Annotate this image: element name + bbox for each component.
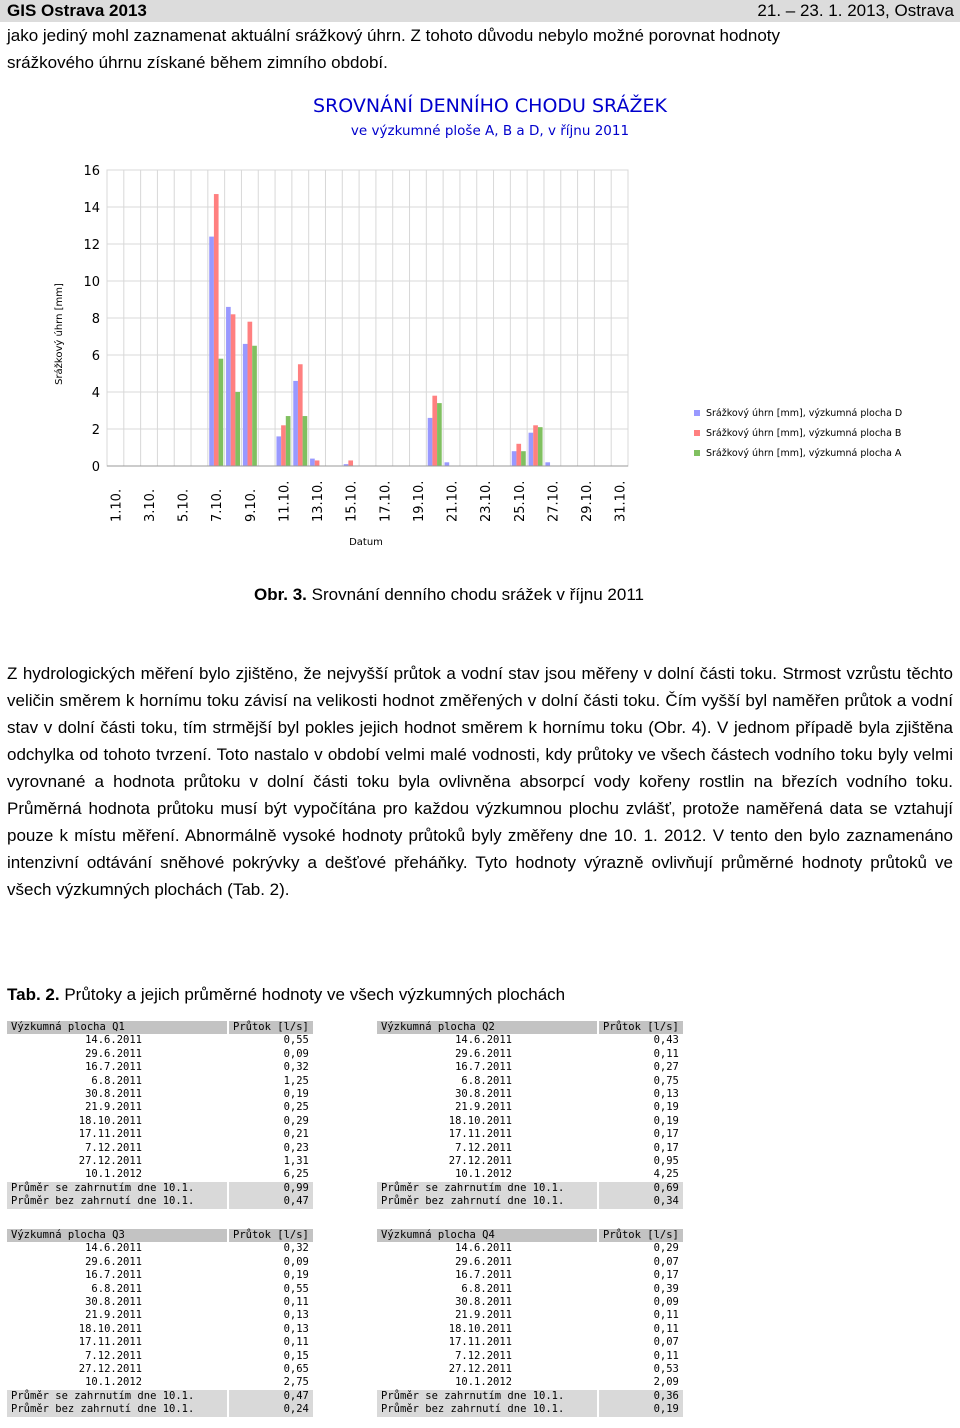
table-cell: 30.8.2011 — [377, 1296, 597, 1309]
y-tick-label: 12 — [83, 238, 100, 253]
table-avg-row — [377, 1403, 683, 1416]
table-row — [377, 1242, 683, 1255]
bar — [445, 462, 450, 466]
table-cell: Průtok [l/s] — [599, 1021, 683, 1034]
bar — [512, 451, 517, 466]
table-cell: 6.8.2011 — [7, 1283, 227, 1296]
table-cell: 2,75 — [229, 1376, 313, 1389]
table-cell: Průměr se zahrnutím dne 10.1. — [377, 1390, 597, 1403]
table-cell: 18.10.2011 — [377, 1115, 597, 1128]
bar — [428, 418, 433, 466]
table-cell: 7.12.2011 — [377, 1350, 597, 1363]
table-cell: 14.6.2011 — [7, 1242, 227, 1255]
flow-table-3 — [7, 1229, 313, 1417]
table-row — [377, 1034, 683, 1047]
table-cell: 0,09 — [229, 1256, 313, 1269]
table-cell: 0,11 — [599, 1309, 683, 1322]
table-row — [7, 1155, 313, 1168]
table-row — [377, 1309, 683, 1322]
table-cell: Průměr bez zahrnutí dne 10.1. — [377, 1195, 597, 1208]
table-row — [377, 1101, 683, 1114]
y-tick-label: 0 — [91, 460, 100, 475]
table-cell: Výzkumná plocha Q2 — [377, 1021, 597, 1034]
table-cell: 10.1.2012 — [7, 1376, 227, 1389]
table-row — [7, 1323, 313, 1336]
table-cell: 16.7.2011 — [7, 1061, 227, 1074]
body-paragraph: Z hydrologických měření bylo zjištěno, že nejvyšší průtok a vodní stav jsou měřeny v dolní části toku. Strmost vzrůstu těchto veličin směrem k hornímu toku závisí na velikosti hodnot změřených v dolní části toku. Čím vyšší byl naměřen průtok a vodní stav v dolní části toku, tím strmější byl pokles jejich hodnot směrem k hornímu toku (Obr. 4). V jednom případě byla zjištěna odchylka od tohoto tvrzení. Toto nastalo v období velmi malé vodnosti, kdy průtoky ve všech částech vodního toku byly velmi vyrovnané a hodnota průtoku v dolní části toku byla ovlivněna absorpcí vody kořeny rostlin na březích vodního toku. Průměrná hodnota průtoku musí být vypočítána pro každou výzkumnou plochu zvlášť, protože naměřená data se vztahují pouze k místu měření. Abnormálně vysoké hodnoty průtoků byly změřeny dne 10. 1. 2012. V tento den bylo zaznamenáno intenzivní odtávání sněhové pokrývky a dešťové přeháňky. Tyto hodnoty výrazně ovlivňují průměrné hodnoty průtoků ve všech výzkumných plochách (Tab. 2). — [7, 664, 953, 899]
table-row — [7, 1115, 313, 1128]
bar — [310, 459, 315, 466]
bar — [276, 436, 281, 466]
table-cell: Průměr se zahrnutím dne 10.1. — [377, 1182, 597, 1195]
table-caption-label: Tab. 2. — [7, 985, 60, 1004]
flow-table-4 — [377, 1229, 683, 1417]
table-avg-row — [7, 1182, 313, 1195]
bar — [538, 427, 543, 466]
bar — [298, 364, 303, 466]
table-cell: 0,36 — [599, 1390, 683, 1403]
table-cell: 18.10.2011 — [377, 1323, 597, 1336]
table-cell: 0,23 — [229, 1142, 313, 1155]
table-cell: 14.6.2011 — [377, 1034, 597, 1047]
bar — [214, 194, 219, 466]
chart-subtitle: ve výzkumné ploše A, B a D, v říjnu 2011 — [350, 123, 630, 139]
figure-caption-text: Srovnání denního chodu srážek v říjnu 2011 — [306, 585, 644, 604]
table-cell: 0,29 — [599, 1242, 683, 1255]
table-cell: 17.11.2011 — [7, 1128, 227, 1141]
table-cell: 0,09 — [229, 1048, 313, 1061]
flow-table-2 — [377, 1021, 683, 1209]
table-row — [7, 1061, 313, 1074]
table-cell: 6.8.2011 — [7, 1075, 227, 1088]
table-row — [377, 1128, 683, 1141]
table-row — [377, 1075, 683, 1088]
table-cell: 0,47 — [229, 1390, 313, 1403]
table-cell: 0,11 — [229, 1336, 313, 1349]
table-row — [377, 1296, 683, 1309]
table-cell: 0,55 — [229, 1283, 313, 1296]
table-avg-row — [7, 1390, 313, 1403]
table-cell: Průtok [l/s] — [599, 1229, 683, 1242]
table-cell: 0,07 — [599, 1256, 683, 1269]
table-cell: 0,95 — [599, 1155, 683, 1168]
table-row — [377, 1155, 683, 1168]
x-tick-label: 31.10. — [613, 480, 629, 522]
table-cell: 0,13 — [229, 1323, 313, 1336]
table-cell: 0,24 — [229, 1403, 313, 1416]
x-tick-label: 3.10. — [143, 488, 159, 522]
table-row — [7, 1242, 313, 1255]
table-cell: 0,11 — [599, 1323, 683, 1336]
bar — [437, 403, 442, 466]
table-cell: 7.12.2011 — [7, 1350, 227, 1363]
flow-table-1 — [7, 1021, 313, 1209]
table-row — [7, 1168, 313, 1181]
table-row — [377, 1269, 683, 1282]
page-header — [0, 0, 960, 22]
table-cell: 17.11.2011 — [377, 1336, 597, 1349]
bar — [521, 451, 526, 466]
table-row — [377, 1048, 683, 1061]
table-cell: 1,31 — [229, 1155, 313, 1168]
legend-label: Srážkový úhrn [mm], výzkumná plocha D — [706, 408, 903, 419]
chart-legend — [694, 408, 902, 459]
table-cell: 17.11.2011 — [377, 1128, 597, 1141]
table-cell: 16.7.2011 — [377, 1269, 597, 1282]
table-cell: 16.7.2011 — [7, 1269, 227, 1282]
table-row — [7, 1088, 313, 1101]
table-cell: Průměr bez zahrnutí dne 10.1. — [7, 1403, 227, 1416]
table-row — [7, 1376, 313, 1389]
table-cell: 0,11 — [599, 1048, 683, 1061]
table-row — [377, 1115, 683, 1128]
table-row — [377, 1088, 683, 1101]
conference-title: GIS Ostrava 2013 — [7, 1, 147, 20]
table-cell: Výzkumná plocha Q3 — [7, 1229, 227, 1242]
table-avg-row — [7, 1403, 313, 1416]
x-tick-label: 13.10. — [311, 480, 327, 522]
table-row — [7, 1269, 313, 1282]
table-row — [7, 1034, 313, 1047]
table-cell: 6.8.2011 — [377, 1283, 597, 1296]
table-avg-row — [7, 1195, 313, 1208]
table-cell: 6.8.2011 — [377, 1075, 597, 1088]
table-row — [7, 1128, 313, 1141]
x-tick-label: 29.10. — [579, 480, 595, 522]
table-cell: 17.11.2011 — [7, 1336, 227, 1349]
table-row — [7, 1363, 313, 1376]
table-cell: 0,27 — [599, 1061, 683, 1074]
table-cell: 0,19 — [229, 1088, 313, 1101]
table-cell: 29.6.2011 — [377, 1256, 597, 1269]
table-cell: 30.8.2011 — [377, 1088, 597, 1101]
bar — [293, 381, 298, 466]
intro-text — [7, 22, 953, 76]
table-cell: Průměr bez zahrnutí dne 10.1. — [7, 1195, 227, 1208]
table-cell: 0,55 — [229, 1034, 313, 1047]
bar — [303, 416, 308, 466]
legend-swatch — [694, 410, 700, 416]
bar — [348, 460, 353, 466]
table-cell: 21.9.2011 — [7, 1309, 227, 1322]
bar — [516, 444, 521, 466]
table-row — [7, 1336, 313, 1349]
table-cell: 0,09 — [599, 1296, 683, 1309]
table-cell: 0,53 — [599, 1363, 683, 1376]
bar — [219, 359, 224, 466]
table-cell: 29.6.2011 — [377, 1048, 597, 1061]
x-tick-label: 9.10. — [243, 488, 259, 522]
table-cell: 29.6.2011 — [7, 1048, 227, 1061]
intro-line-2: srážkového úhrnu získané během zimního období. — [7, 53, 388, 72]
bar — [226, 307, 231, 466]
table-row — [377, 1350, 683, 1363]
figure-caption-label: Obr. 3. — [254, 585, 307, 604]
chart-title: SROVNÁNÍ DENNÍHO CHODU SRÁŽEK — [313, 95, 667, 117]
table-cell: 0,19 — [229, 1269, 313, 1282]
table-cell: Výzkumná plocha Q1 — [7, 1021, 227, 1034]
table-cell: 18.10.2011 — [7, 1115, 227, 1128]
table-cell: Průměr bez zahrnutí dne 10.1. — [377, 1403, 597, 1416]
bar — [235, 392, 240, 466]
table-cell: 0,07 — [599, 1336, 683, 1349]
bar — [252, 346, 257, 466]
y-tick-label: 8 — [91, 312, 100, 327]
table-row — [377, 1061, 683, 1074]
table-cell: 0,11 — [599, 1350, 683, 1363]
legend-label: Srážkový úhrn [mm], výzkumná plocha B — [706, 428, 902, 439]
table-cell: 27.12.2011 — [7, 1155, 227, 1168]
bar — [209, 237, 214, 466]
x-tick-label: 5.10. — [176, 488, 192, 522]
x-tick-label: 23.10. — [479, 480, 495, 522]
table-row — [377, 1256, 683, 1269]
table-row — [377, 1283, 683, 1296]
table-cell: 21.9.2011 — [7, 1101, 227, 1114]
table-row — [7, 1256, 313, 1269]
table-cell: 7.12.2011 — [7, 1142, 227, 1155]
table-cell: Průměr se zahrnutím dne 10.1. — [7, 1390, 227, 1403]
bar — [533, 425, 538, 466]
table-row — [377, 1168, 683, 1181]
table-cell: 0,19 — [599, 1101, 683, 1114]
table-caption — [7, 984, 565, 1006]
bar — [432, 396, 437, 466]
bar — [231, 314, 236, 466]
precipitation-chart — [0, 88, 960, 558]
table-row — [7, 1101, 313, 1114]
y-tick-label: 6 — [91, 349, 100, 364]
table-cell: 0,15 — [229, 1350, 313, 1363]
table-cell: 29.6.2011 — [7, 1256, 227, 1269]
table-cell: 0,99 — [229, 1182, 313, 1195]
table-cell: 0,25 — [229, 1101, 313, 1114]
table-cell: Průměr se zahrnutím dne 10.1. — [7, 1182, 227, 1195]
bar — [286, 416, 291, 466]
legend-swatch — [694, 430, 700, 436]
table-cell: 10.1.2012 — [7, 1168, 227, 1181]
table-row — [7, 1048, 313, 1061]
table-cell: 0,17 — [599, 1128, 683, 1141]
y-tick-label: 16 — [83, 164, 100, 179]
x-tick-label: 7.10. — [210, 488, 226, 522]
table-cell: 18.10.2011 — [7, 1323, 227, 1336]
table-cell: 30.8.2011 — [7, 1296, 227, 1309]
table-cell: 0,11 — [229, 1296, 313, 1309]
legend-swatch — [694, 450, 700, 456]
table-row — [7, 1350, 313, 1363]
x-tick-label: 27.10. — [546, 480, 562, 522]
table-cell: 14.6.2011 — [7, 1034, 227, 1047]
y-tick-label: 4 — [91, 386, 100, 401]
table-cell: 0,43 — [599, 1034, 683, 1047]
table-cell: Výzkumná plocha Q4 — [377, 1229, 597, 1242]
table-cell: 1,25 — [229, 1075, 313, 1088]
table-row — [7, 1309, 313, 1322]
figure-caption — [254, 584, 644, 606]
table-header-row — [7, 1021, 313, 1034]
table-cell: 0,32 — [229, 1242, 313, 1255]
table-cell: 0,29 — [229, 1115, 313, 1128]
table-cell: 0,39 — [599, 1283, 683, 1296]
x-tick-label: 21.10. — [445, 480, 461, 522]
table-avg-row — [377, 1390, 683, 1403]
x-tick-label: 19.10. — [411, 480, 427, 522]
bar — [545, 462, 550, 466]
table-caption-text: Průtoky a jejich průměrné hodnoty ve všech výzkumných plochách — [59, 985, 566, 1004]
table-cell: 6,25 — [229, 1168, 313, 1181]
table-cell: 16.7.2011 — [377, 1061, 597, 1074]
table-cell: 4,25 — [599, 1168, 683, 1181]
bar — [315, 460, 320, 466]
table-cell: 7.12.2011 — [377, 1142, 597, 1155]
x-tick-label: 17.10. — [378, 480, 394, 522]
x-tick-label: 25.10. — [512, 480, 528, 522]
y-tick-label: 10 — [83, 275, 100, 290]
x-tick-label: 11.10. — [277, 480, 293, 522]
table-cell: 0,65 — [229, 1363, 313, 1376]
y-tick-label: 2 — [91, 423, 100, 438]
table-cell: 0,69 — [599, 1182, 683, 1195]
table-row — [7, 1283, 313, 1296]
table-row — [7, 1296, 313, 1309]
table-cell: 27.12.2011 — [377, 1363, 597, 1376]
table-cell: 27.12.2011 — [377, 1155, 597, 1168]
bar — [248, 322, 253, 466]
table-row — [7, 1075, 313, 1088]
table-cell: 2,09 — [599, 1376, 683, 1389]
chart-grid — [107, 170, 628, 466]
table-row — [377, 1363, 683, 1376]
table-cell: 10.1.2012 — [377, 1376, 597, 1389]
table-cell: 0,19 — [599, 1115, 683, 1128]
table-header-row — [7, 1229, 313, 1242]
legend-label: Srážkový úhrn [mm], výzkumná plocha A — [706, 448, 902, 459]
table-cell: 14.6.2011 — [377, 1242, 597, 1255]
table-cell: 27.12.2011 — [7, 1363, 227, 1376]
table-row — [377, 1336, 683, 1349]
table-cell: 0,13 — [599, 1088, 683, 1101]
table-cell: Průtok [l/s] — [229, 1021, 313, 1034]
table-cell: 0,21 — [229, 1128, 313, 1141]
intro-line-1: jako jediný mohl zaznamenat aktuální srážkový úhrn. Z tohoto důvodu nebylo možné porovnat hodnoty — [7, 26, 781, 45]
table-cell: 0,34 — [599, 1195, 683, 1208]
table-row — [377, 1376, 683, 1389]
x-tick-label: 1.10. — [109, 488, 125, 522]
y-axis-title: Srážkový úhrn [mm] — [54, 283, 65, 385]
table-avg-row — [377, 1195, 683, 1208]
table-cell: 0,17 — [599, 1142, 683, 1155]
table-row — [377, 1323, 683, 1336]
table-header-row — [377, 1021, 683, 1034]
table-cell: 0,19 — [599, 1403, 683, 1416]
table-cell: 30.8.2011 — [7, 1088, 227, 1101]
bar — [529, 433, 534, 466]
x-axis-title: Datum — [349, 537, 383, 548]
bar — [281, 425, 286, 466]
table-row — [377, 1142, 683, 1155]
x-tick-label: 15.10. — [344, 480, 360, 522]
table-header-row — [377, 1229, 683, 1242]
table-cell: 0,75 — [599, 1075, 683, 1088]
table-cell: 21.9.2011 — [377, 1309, 597, 1322]
y-tick-label: 14 — [83, 201, 100, 216]
table-cell: 10.1.2012 — [377, 1168, 597, 1181]
table-cell: 0,13 — [229, 1309, 313, 1322]
bar — [243, 344, 248, 466]
table-avg-row — [377, 1182, 683, 1195]
table-cell: 0,32 — [229, 1061, 313, 1074]
conference-date-place: 21. – 23. 1. 2013, Ostrava — [757, 1, 954, 20]
table-cell: 21.9.2011 — [377, 1101, 597, 1114]
table-cell: 0,47 — [229, 1195, 313, 1208]
table-row — [7, 1142, 313, 1155]
table-cell: Průtok [l/s] — [229, 1229, 313, 1242]
table-cell: 0,17 — [599, 1269, 683, 1282]
